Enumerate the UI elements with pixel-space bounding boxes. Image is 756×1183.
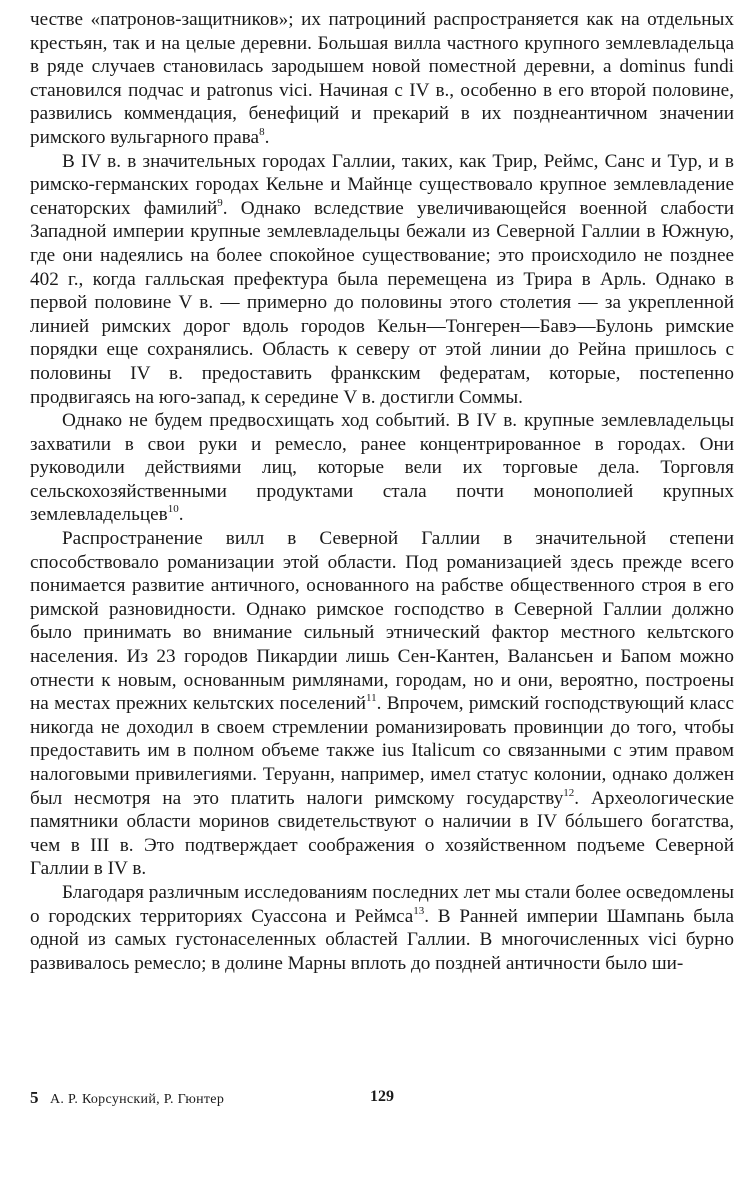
paragraph <box>30 409 734 527</box>
footnote-ref: 9 <box>217 196 223 209</box>
paragraph <box>30 150 734 410</box>
paragraph-text: . Однако вследствие увеличивающейся военной слабости Западной империи крупные землевладельцы бежали из Северной Галлии в Южную, где они надеялись на более спокойное существование; это происходило не позднее 402 г., когда галльская префектура была перемещена из Трира в Арль. Однако в первой половине V в. — примерно до половины этого столетия — за укрепленной линией римских дорог вдоль городов Кельн—Тонгерен—Бавэ—Булонь римские порядки еще сохранялись. Область к северу от этой линии до Рейна пришлось с половины IV в. предоставить франкским федератам, которые, постепенно продвигаясь на юго-запад, к середине V в. достигли Соммы. <box>30 197 735 408</box>
paragraph-text: Распространение вилл в Северной Галлии в значительной степени способствовало романизации этой области. Под романизацией здесь прежде всего понимается развитие античного, основанного на рабстве общественного строя в его римской разновидности. Однако римское господство в Северной Галлии должно было принимать во внимание сильный этнический фактор местного кельтского населения. Из 23 городов Пикардии лишь Сен-Кантен, Валансьен и Бапом можно отнести к новым, основанным римлянами, городам, но и они, вероятно, построены на местах прежних кельтских поселений <box>30 528 734 715</box>
footnote-ref: 11 <box>366 692 377 705</box>
paragraph <box>30 8 734 150</box>
paragraph-text: честве «патронов-защитников»; их патроциний распространяется как на отдельных крестьян, так и на целые деревни. Большая вилла частного крупного землевладельца в ряде случаев становилась зародышем новой поместной деревни, а dominus fundi становился подчас и patronus vici. Начиная с IV в., особенно в его второй половине, развились коммендация, бенефиций и прекарий в их позднеантичном значении римского вульгарного права <box>30 9 734 148</box>
paragraph-text: . Археологические памятники области моринов свидетельствуют о наличии в IV бóльшего богатства, чем в III в. Это подтверждает соображения о хозяйственном подъеме Северной Галлии в IV в. <box>30 787 735 880</box>
paragraph-text: Однако не будем предвосхищать ход событий. В IV в. крупные землевладельцы захватили в свои руки и ремесло, ранее концентрированное в городах. Они руководили действиями лиц, которые вели их торговые дела. Торговля сельскохозяйственными продуктами стала почти монополией крупных землевладельцев <box>30 410 734 526</box>
paragraph-text: . Впрочем, римский господствующий класс никогда не доходил в своем стремлении романизировать провинции до того, чтобы предоставить им в полном объеме также ius Italicum со связанными с этим правом налоговыми привилегиями. Теруанн, например, имел статус колонии, однако должен был несмотря на это платить налоги римскому государству <box>30 693 734 809</box>
paragraph-text: В IV в. в значительных городах Галлии, таких, как Трир, Реймс, Санс и Тур, и в римско-германских городах Кельне и Майнце существовало крупное землевладение сенаторских фамилий <box>30 150 734 219</box>
text-body <box>30 8 734 975</box>
paragraph-text: . В Ранней империи Шампань была одной из самых густонаселенных областей Галлии. В многочисленных vici бурно развивалось ремесло; в долине Марны вплоть до поздней античности было ши- <box>30 905 735 974</box>
paragraph <box>30 527 734 881</box>
page-number: 129 <box>370 1088 394 1105</box>
footnote-ref: 12 <box>563 786 575 799</box>
footnote-ref: 13 <box>413 904 425 917</box>
footnote-ref: 10 <box>167 503 179 516</box>
footnote-ref: 8 <box>259 125 265 138</box>
footer-authors: А. Р. Корсунский, Р. Гюнтер <box>50 1092 225 1107</box>
paragraph-text: . <box>178 504 184 526</box>
signature-mark: 5 <box>30 1088 39 1107</box>
page-footer <box>30 1088 734 1108</box>
paragraph-text: Благодаря различным исследованиям последних лет мы стали более осведомлены о городских территориях Суассона и Реймса <box>30 881 734 927</box>
paragraph <box>30 881 734 975</box>
paragraph-text: . <box>264 126 270 148</box>
